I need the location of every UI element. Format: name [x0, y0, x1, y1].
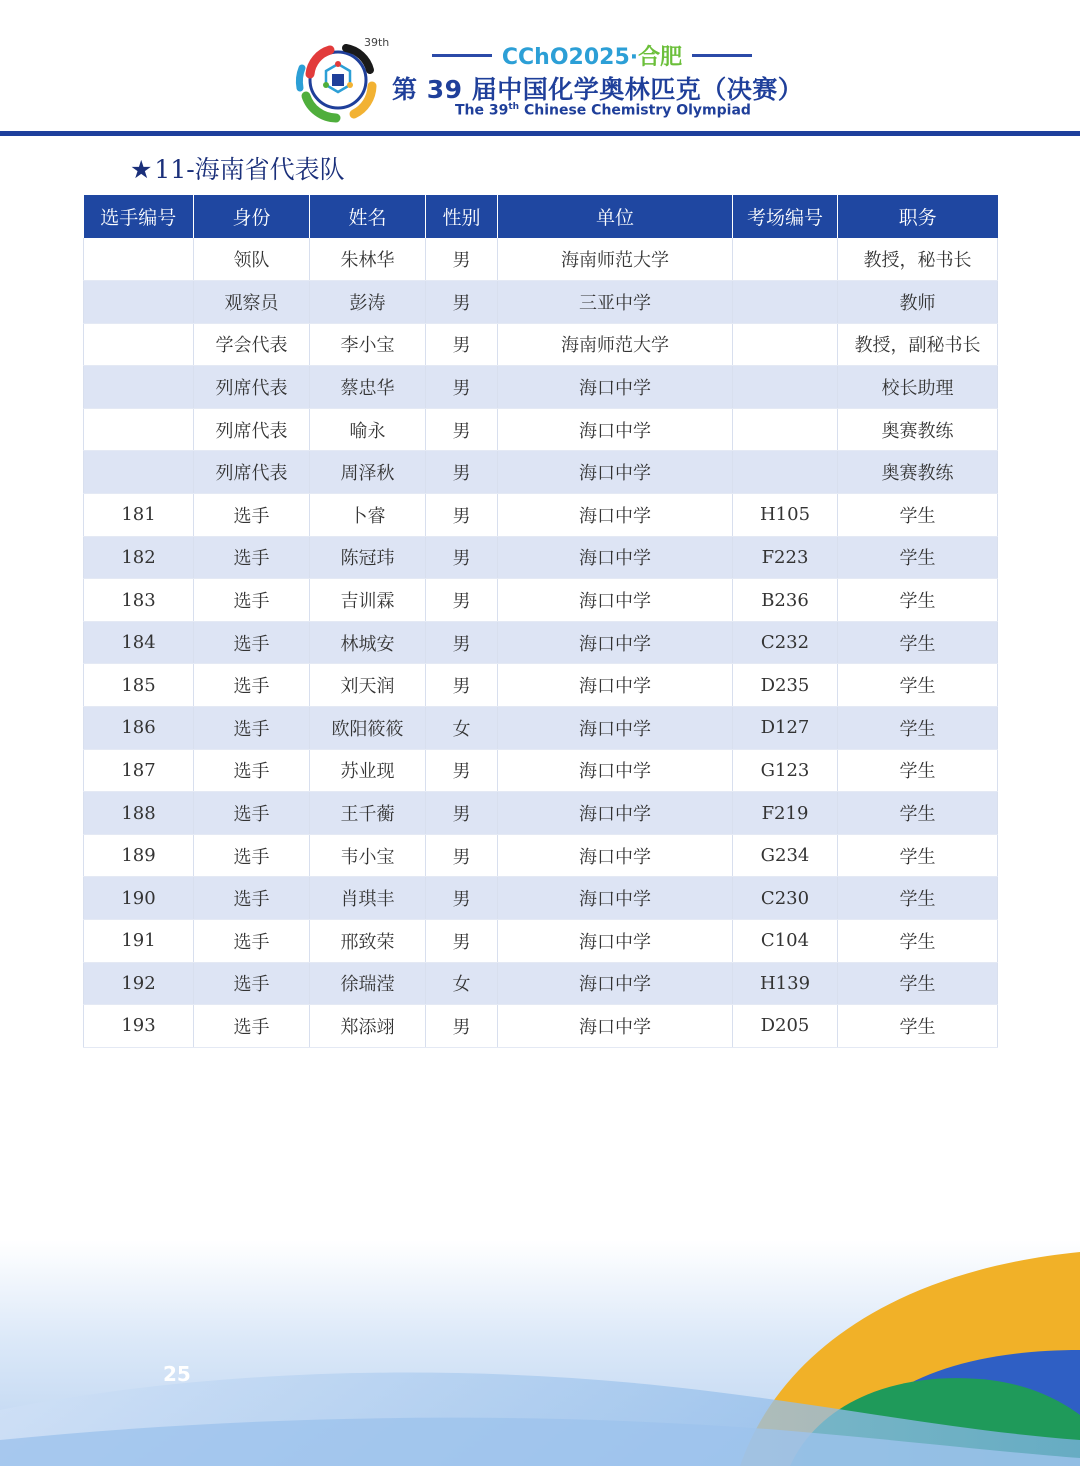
table-row: [84, 238, 998, 281]
column-header: 考场编号: [733, 195, 838, 238]
table-cell: 学生: [838, 707, 998, 750]
table-cell: 海口中学: [498, 877, 733, 920]
page-number: 25: [163, 1362, 191, 1386]
star-icon: ★: [130, 155, 153, 184]
table-cell: [733, 281, 838, 324]
column-header: 姓名: [310, 195, 426, 238]
table-cell: [84, 366, 194, 409]
table-cell: 男: [426, 281, 498, 324]
table-cell: 陈冠玮: [310, 536, 426, 579]
table-cell: 学生: [838, 621, 998, 664]
table-cell: 187: [84, 749, 194, 792]
table-cell: 男: [426, 366, 498, 409]
table-cell: [84, 451, 194, 494]
table-cell: 学生: [838, 792, 998, 835]
table-cell: F219: [733, 792, 838, 835]
brand-text: [494, 40, 690, 71]
column-header: 选手编号: [84, 195, 194, 238]
table-cell: 海口中学: [498, 707, 733, 750]
table-cell: H105: [733, 494, 838, 537]
table-cell: 192: [84, 962, 194, 1005]
table-cell: 列席代表: [194, 366, 310, 409]
table-cell: 女: [426, 962, 498, 1005]
table-cell: 海口中学: [498, 408, 733, 451]
table-cell: 189: [84, 834, 194, 877]
table-cell: [733, 238, 838, 281]
table-cell: 韦小宝: [310, 834, 426, 877]
column-header: 性别: [426, 195, 498, 238]
table-cell: G234: [733, 834, 838, 877]
section-title: [130, 150, 345, 186]
table-cell: 教授，副秘书长: [838, 323, 998, 366]
table-cell: [733, 366, 838, 409]
table-cell: 肖琪丰: [310, 877, 426, 920]
table-cell: 海口中学: [498, 749, 733, 792]
table-cell: 学生: [838, 579, 998, 622]
table-cell: 海口中学: [498, 834, 733, 877]
table-cell: 男: [426, 408, 498, 451]
table-cell: 学生: [838, 536, 998, 579]
table-cell: 184: [84, 621, 194, 664]
footer-wave-graphic: [0, 1240, 1080, 1466]
table-cell: 学会代表: [194, 323, 310, 366]
table-cell: 学生: [838, 962, 998, 1005]
table-cell: 学生: [838, 834, 998, 877]
brand-city: 合肥: [638, 45, 683, 70]
table-cell: 欧阳筱筱: [310, 707, 426, 750]
table-row: [84, 451, 998, 494]
table-cell: 海南师范大学: [498, 238, 733, 281]
table-cell: B236: [733, 579, 838, 622]
table-cell: C104: [733, 920, 838, 963]
table-cell: D235: [733, 664, 838, 707]
table-cell: 列席代表: [194, 408, 310, 451]
table-row: [84, 962, 998, 1005]
table-cell: 193: [84, 1005, 194, 1048]
table-row: [84, 366, 998, 409]
table-row: [84, 1005, 998, 1048]
table-row: [84, 664, 998, 707]
table-cell: 海口中学: [498, 920, 733, 963]
table-row: [84, 792, 998, 835]
table-cell: 男: [426, 877, 498, 920]
table-cell: [84, 323, 194, 366]
table-cell: [733, 408, 838, 451]
table-row: [84, 281, 998, 324]
table-cell: 王千蘅: [310, 792, 426, 835]
table-cell: 郑添翊: [310, 1005, 426, 1048]
table-cell: 男: [426, 1005, 498, 1048]
table-cell: 185: [84, 664, 194, 707]
table-cell: 男: [426, 451, 498, 494]
table-cell: [84, 281, 194, 324]
table-cell: 选手: [194, 707, 310, 750]
page-title: 第 39 届中国化学奥林匹克（决赛）: [392, 75, 804, 104]
subtitle-pre: The 39: [455, 102, 509, 119]
table-cell: D205: [733, 1005, 838, 1048]
logo-edition-label: 39th: [364, 36, 390, 49]
table-cell: 选手: [194, 579, 310, 622]
footer-decoration: [0, 1240, 1080, 1466]
table-row: [84, 707, 998, 750]
table-cell: 李小宝: [310, 323, 426, 366]
table-cell: F223: [733, 536, 838, 579]
table-cell: 181: [84, 494, 194, 537]
table-cell: 男: [426, 749, 498, 792]
table-cell: 海口中学: [498, 451, 733, 494]
brand-prefix: CChO2025·: [501, 45, 639, 70]
table-cell: 刘天润: [310, 664, 426, 707]
table-cell: 选手: [194, 1005, 310, 1048]
table-cell: 朱林华: [310, 238, 426, 281]
table-cell: 领队: [194, 238, 310, 281]
table-cell: 女: [426, 707, 498, 750]
table-cell: 海口中学: [498, 494, 733, 537]
table-cell: 喻永: [310, 408, 426, 451]
table-row: [84, 621, 998, 664]
table-row: [84, 579, 998, 622]
table-cell: 男: [426, 664, 498, 707]
table-cell: 男: [426, 536, 498, 579]
table-cell: 选手: [194, 962, 310, 1005]
table-cell: 吉训霖: [310, 579, 426, 622]
table-cell: 男: [426, 494, 498, 537]
table-cell: D127: [733, 707, 838, 750]
table-row: [84, 749, 998, 792]
table-cell: 选手: [194, 536, 310, 579]
page-header: [0, 0, 1080, 138]
table-cell: [733, 451, 838, 494]
table-cell: 男: [426, 238, 498, 281]
table-row: [84, 323, 998, 366]
table-row: [84, 494, 998, 537]
table-cell: 选手: [194, 792, 310, 835]
table-row: [84, 536, 998, 579]
column-header: 单位: [498, 195, 733, 238]
table-cell: 列席代表: [194, 451, 310, 494]
table-cell: 海口中学: [498, 792, 733, 835]
table-cell: 海南师范大学: [498, 323, 733, 366]
table-cell: 男: [426, 579, 498, 622]
table-cell: 男: [426, 920, 498, 963]
table-cell: 海口中学: [498, 664, 733, 707]
table-cell: C230: [733, 877, 838, 920]
table-cell: 男: [426, 834, 498, 877]
table-cell: 蔡忠华: [310, 366, 426, 409]
table-cell: 188: [84, 792, 194, 835]
brand-dash-right: [692, 54, 752, 57]
delegation-table: [83, 195, 998, 1048]
table-cell: 选手: [194, 664, 310, 707]
subtitle-post: Chinese Chemistry Olympiad: [519, 102, 751, 119]
table-cell: 奥赛教练: [838, 408, 998, 451]
table-row: [84, 834, 998, 877]
table-cell: 海口中学: [498, 1005, 733, 1048]
brand-dash-left: [432, 54, 492, 57]
table-cell: 海口中学: [498, 536, 733, 579]
table-cell: 学生: [838, 1005, 998, 1048]
brand-line: [432, 40, 752, 70]
table-cell: 选手: [194, 749, 310, 792]
table-cell: 男: [426, 621, 498, 664]
table-cell: 学生: [838, 749, 998, 792]
table-cell: 海口中学: [498, 962, 733, 1005]
table-cell: 男: [426, 323, 498, 366]
table-body: [84, 238, 998, 1047]
table-cell: 选手: [194, 834, 310, 877]
table-cell: 191: [84, 920, 194, 963]
table-cell: 三亚中学: [498, 281, 733, 324]
table-cell: [84, 408, 194, 451]
table-cell: 学生: [838, 664, 998, 707]
table-cell: 奥赛教练: [838, 451, 998, 494]
table-cell: 观察员: [194, 281, 310, 324]
table-cell: [733, 323, 838, 366]
table-cell: [84, 238, 194, 281]
table-cell: 学生: [838, 920, 998, 963]
table-cell: 彭涛: [310, 281, 426, 324]
table-cell: 教师: [838, 281, 998, 324]
table-cell: 海口中学: [498, 621, 733, 664]
column-header: 身份: [194, 195, 310, 238]
page-subtitle: [455, 102, 751, 119]
table-cell: G123: [733, 749, 838, 792]
table-cell: 男: [426, 792, 498, 835]
table-cell: 183: [84, 579, 194, 622]
table-cell: 学生: [838, 877, 998, 920]
table-cell: 182: [84, 536, 194, 579]
subtitle-sup: th: [508, 102, 520, 112]
table-cell: 林城安: [310, 621, 426, 664]
table-cell: 教授，秘书长: [838, 238, 998, 281]
table-cell: 邢致荣: [310, 920, 426, 963]
table-cell: 学生: [838, 494, 998, 537]
section-title-text: 11-海南省代表队: [154, 155, 345, 184]
header-divider: [0, 131, 1080, 136]
table-cell: 海口中学: [498, 366, 733, 409]
table-cell: 190: [84, 877, 194, 920]
table-cell: 苏业现: [310, 749, 426, 792]
table-cell: 海口中学: [498, 579, 733, 622]
table-cell: H139: [733, 962, 838, 1005]
table-cell: 186: [84, 707, 194, 750]
table-cell: 卜睿: [310, 494, 426, 537]
table-cell: 周泽秋: [310, 451, 426, 494]
table-row: [84, 408, 998, 451]
table-row: [84, 877, 998, 920]
table-cell: 选手: [194, 621, 310, 664]
table-cell: 校长助理: [838, 366, 998, 409]
table-cell: C232: [733, 621, 838, 664]
table-header-row: [84, 195, 998, 238]
table-row: [84, 920, 998, 963]
table-cell: 选手: [194, 920, 310, 963]
table-cell: 徐瑞滢: [310, 962, 426, 1005]
table-cell: 选手: [194, 877, 310, 920]
column-header: 职务: [838, 195, 998, 238]
table-cell: 选手: [194, 494, 310, 537]
